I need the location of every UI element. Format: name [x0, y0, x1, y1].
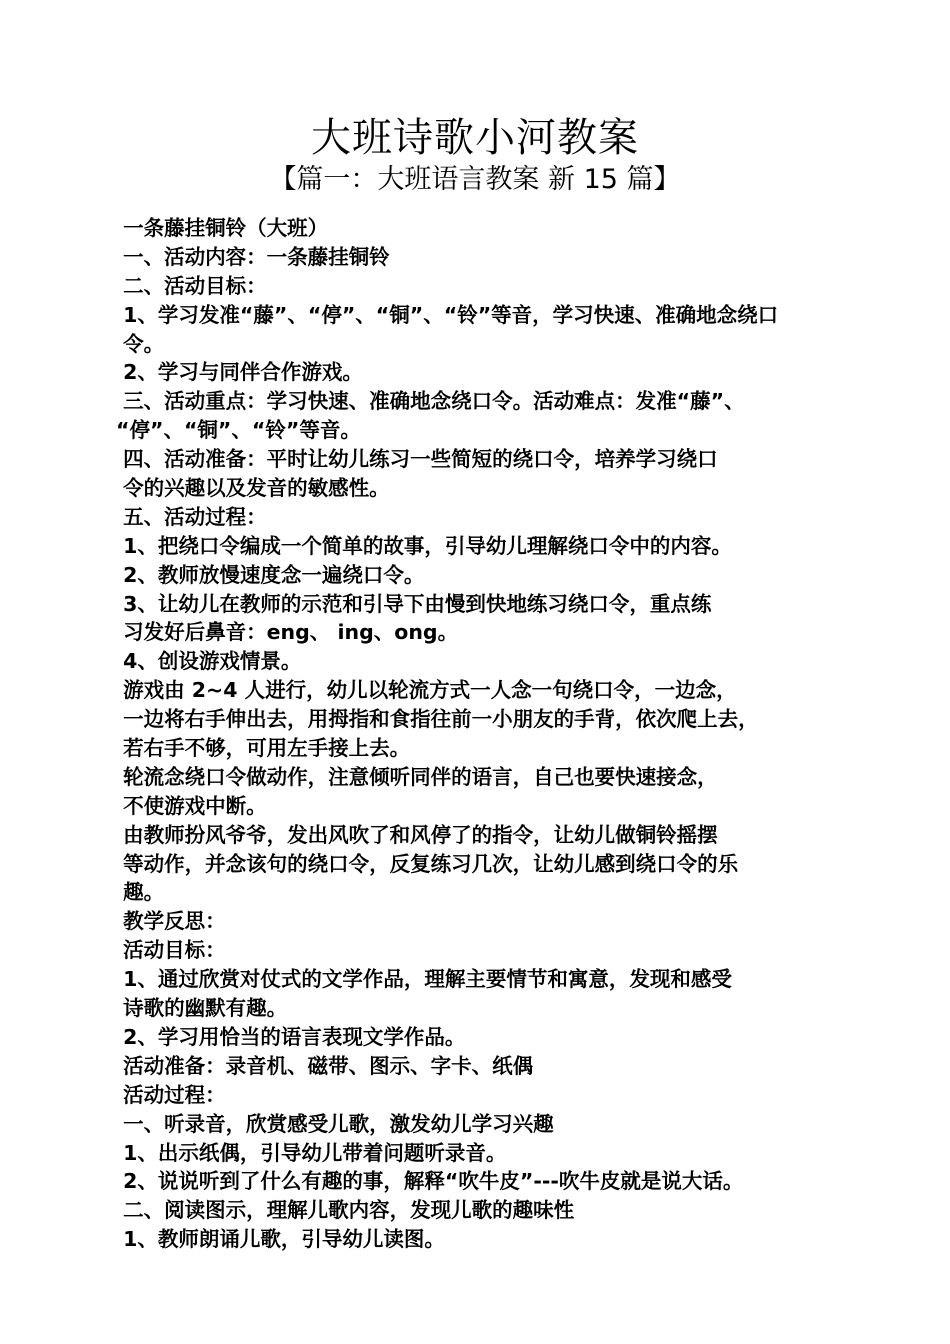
document-title: 大班诗歌小河教案	[311, 115, 639, 161]
body-line: 1、教师朗诵儿歌，引导幼儿读图。	[116, 1227, 445, 1252]
body-line: 令。	[116, 331, 165, 356]
body-line: 四、活动准备：平时让幼儿练习一些简短的绕口令，培养学习绕口	[116, 447, 718, 472]
body-line: 1、学习发准“藤”、“停”、“铜”、“铃”等音，学习快速、准确地念绕口	[116, 302, 779, 327]
body-line: 轮流念绕口令做动作，注意倾听同伴的语言，自己也要快速接念，	[116, 764, 718, 789]
body-line: 不使游戏中断。	[116, 793, 267, 818]
body-line: 习发好后鼻音：eng、 ing、ong。	[116, 620, 459, 645]
body-line: 活动准备：录音机、磁带、图示、字卡、纸偶	[116, 1053, 534, 1078]
body-line: 三、活动重点：学习快速、准确地念绕口令。活动难点：发准“藤”、	[116, 389, 745, 414]
body-line: 一、听录音，欣赏感受儿歌，激发幼儿学习兴趣	[116, 1111, 554, 1136]
body-line: 1、出示纸偶，引导幼儿带着问题听录音。	[116, 1140, 507, 1165]
body-line: 一边将右手伸出去，用拇指和食指往前一小朋友的手背，依次爬上去，	[116, 707, 759, 732]
body-line: 一条藤挂铜铃（大班）	[116, 216, 329, 240]
body-line: 诗歌的幽默有趣。	[116, 996, 288, 1021]
body-line: 若右手不够，可用左手接上去。	[116, 736, 411, 761]
body-line: 活动目标：	[116, 938, 226, 963]
body-line: 3、让幼儿在教师的示范和引导下由慢到快地练习绕口令，重点练	[116, 591, 712, 616]
body-line: 1、通过欣赏对仗式的文学作品，理解主要情节和寓意，发现和感受	[116, 967, 732, 992]
body-line: 活动过程：	[116, 1082, 226, 1107]
body-line: “停”、“铜”、“铃”等音。	[116, 418, 361, 443]
body-line: 4、创设游戏情景。	[116, 649, 302, 674]
body-line: 等动作，并念该句的绕口令，反复练习几次，让幼儿感到绕口令的乐	[116, 851, 739, 876]
body-line: 教学反思：	[116, 909, 226, 934]
body-line: 二、活动目标：	[116, 273, 267, 298]
body-line: 令的兴趣以及发音的敏感性。	[116, 476, 390, 501]
document-subtitle: 【篇一：大班语言教案 新 15 篇】	[269, 164, 681, 195]
body-line: 游戏由 2~4 人进行，幼儿以轮流方式一人念一句绕口令，一边念，	[116, 678, 737, 703]
body-line: 1、把绕口令编成一个简单的故事，引导幼儿理解绕口令中的内容。	[116, 533, 732, 558]
body-line: 2、学习用恰当的语言表现文学作品。	[116, 1024, 466, 1049]
body-line: 二、阅读图示，理解儿歌内容，发现儿歌的趣味性	[116, 1198, 575, 1223]
body-line: 2、学习与同伴合作游戏。	[116, 360, 363, 385]
document-body	[116, 214, 846, 1254]
body-line: 2、教师放慢速度念一遍绕口令。	[116, 562, 425, 587]
body-line: 趣。	[116, 880, 165, 905]
body-line: 五、活动过程：	[116, 504, 267, 529]
body-line: 2、说说听到了什么有趣的事，解释“吹牛皮”---吹牛皮就是说大话。	[116, 1169, 744, 1194]
body-line: 一、活动内容：一条藤挂铜铃	[116, 244, 390, 269]
body-line: 由教师扮风爷爷，发出风吹了和风停了的指令，让幼儿做铜铃摇摆	[116, 822, 718, 847]
